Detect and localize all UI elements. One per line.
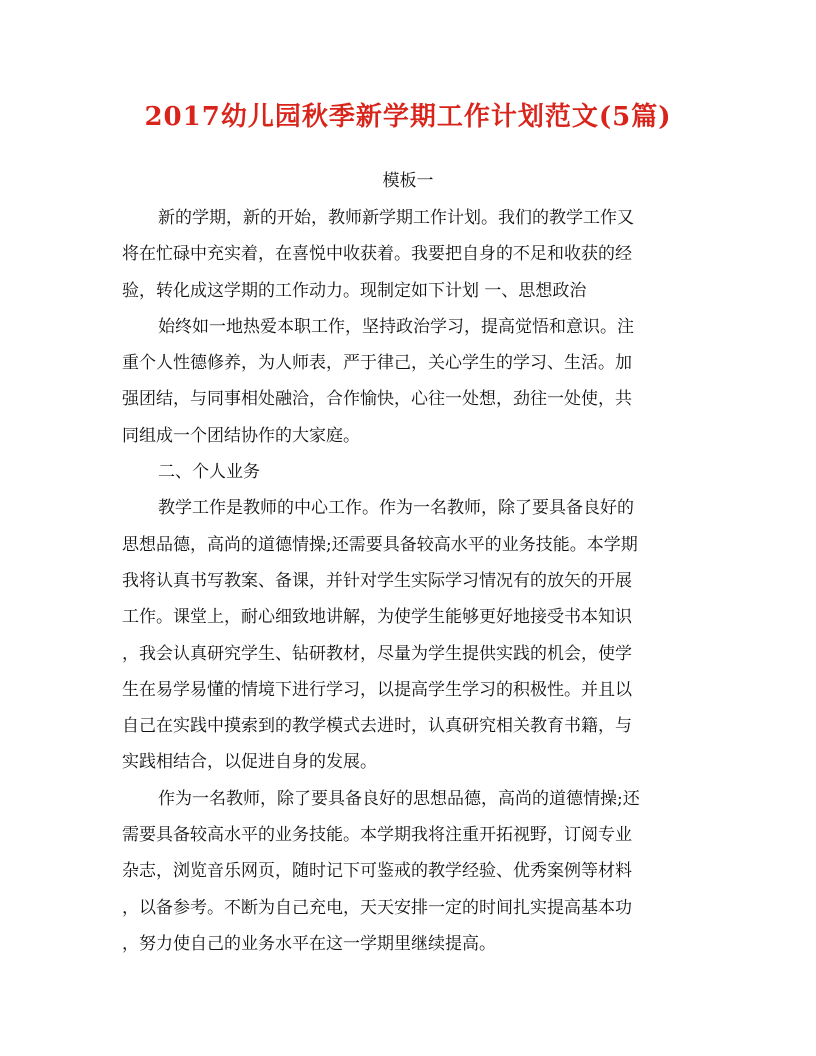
- section-heading: [122, 454, 697, 490]
- text-line: 需要具备较高水平的业务技能。本学期我将注重开拓视野，订阅专业: [122, 825, 632, 846]
- text-line: 验，转化成这学期的工作动力。现制定如下计划 一、思想政治: [122, 280, 587, 301]
- text-line: 自己在实践中摸索到的教学模式去进时，认真研究相关教育书籍，与: [122, 716, 632, 737]
- document-title: 2017幼儿园秋季新学期工作计划范文(5篇): [144, 102, 672, 132]
- paragraph-1: [122, 200, 697, 309]
- paragraph-4: [122, 781, 697, 962]
- text-line: 强团结，与同事相处融洽，合作愉快，心往一处想，劲往一处使，共: [122, 389, 632, 410]
- paragraph-3: [122, 490, 697, 780]
- text-line: 新的学期，新的开始，教师新学期工作计划。我们的教学工作又: [158, 208, 634, 228]
- text-line: ，努力使自己的业务水平在这一学期里继续提高。: [122, 933, 496, 954]
- document-body: [122, 200, 697, 962]
- text-line: 工作。课堂上，耐心细致地讲解，为使学生能够更好地接受书本知识: [122, 607, 632, 628]
- text-line: 重个人性德修养，为人师表，严于律己，关心学生的学习、生活。加: [122, 353, 632, 374]
- text-line: 作为一名教师，除了要具备良好的思想品德，高尚的道德情操;还: [158, 788, 640, 809]
- text-line: 始终如一地热爱本职工作，坚持政治学习，提高觉悟和意识。注: [158, 316, 634, 337]
- paragraph-2: [122, 309, 697, 454]
- template-label: 模板一: [382, 171, 434, 191]
- text-line: 教学工作是教师的中心工作。作为一名教师，除了要具备良好的: [158, 498, 634, 519]
- text-line: ，我会认真研究学生、钻研教材，尽量为学生提供实践的机会，使学: [122, 643, 632, 664]
- text-line: ，以备参考。不断为自己充电，天天安排一定的时间扎实提高基本功: [122, 897, 632, 918]
- text-line: 思想品德，高尚的道德情操;还需要具备较高水平的业务技能。本学期: [122, 534, 638, 555]
- text-line: 杂志，浏览音乐网页，随时记下可鉴戒的教学经验、优秀案例等材料: [122, 861, 632, 882]
- text-line: 将在忙碌中充实着，在喜悦中收获着。我要把自身的不足和收获的经: [122, 244, 632, 265]
- text-line: 我将认真书写教案、备课，并针对学生实际学习情况有的放矢的开展: [122, 570, 632, 591]
- text-line: 同组成一个团结协作的大家庭。: [122, 425, 360, 446]
- text-line: 生在易学易懂的情境下进行学习，以提高学生学习的积极性。并且以: [122, 679, 632, 700]
- text-line: 二、个人业务: [158, 462, 260, 483]
- text-line: 实践相结合，以促进自身的发展。: [122, 752, 377, 773]
